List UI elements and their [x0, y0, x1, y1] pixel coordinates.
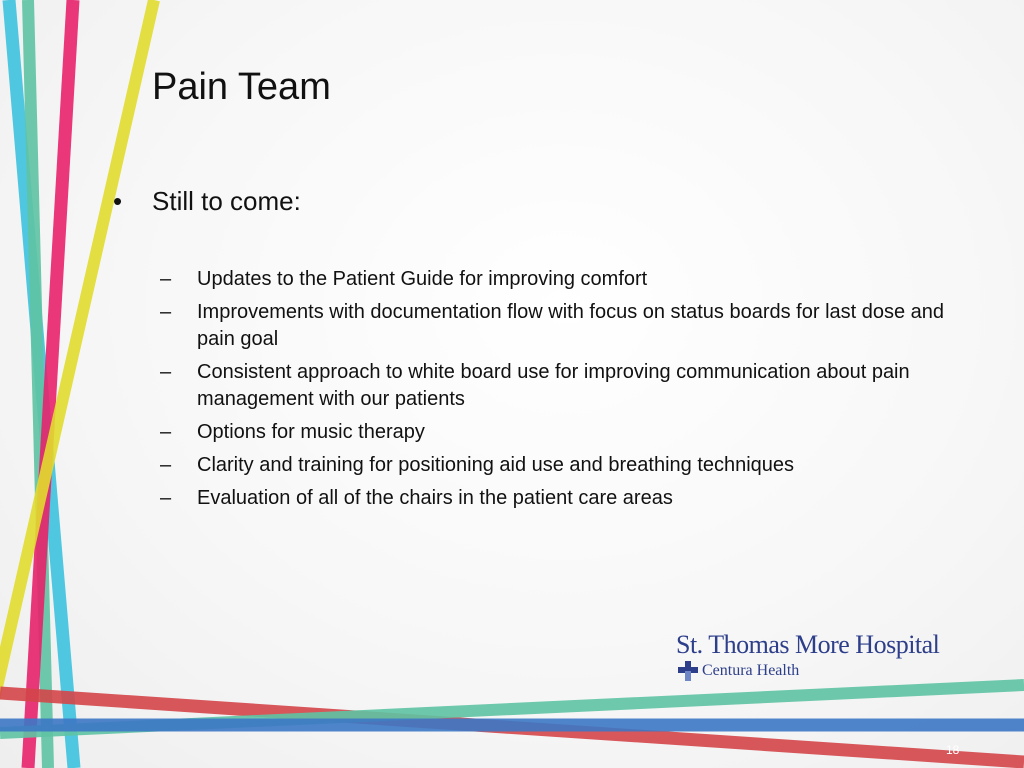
dash-symbol: –	[160, 268, 172, 290]
sub-bullet-text: Improvements with documentation flow with focus on status boards for last dose and pain goal	[197, 301, 945, 350]
sub-bullet-item	[160, 359, 980, 413]
dash-symbol: –	[160, 361, 172, 383]
logo-hospital-name: St. Thomas More Hospital	[676, 630, 940, 659]
bullet-symbol: •	[113, 186, 123, 216]
sub-bullet-text: Updates to the Patient Guide for improving comfort	[197, 268, 648, 290]
sub-bullet-list	[160, 266, 980, 518]
sub-bullet-text: Consistent approach to white board use for improving communication about pain management with our patients	[197, 361, 910, 410]
sub-bullet-text: Evaluation of all of the chairs in the patient care areas	[197, 487, 673, 509]
sub-bullet-item	[160, 419, 980, 446]
sub-bullet-item	[160, 485, 980, 512]
sub-bullet-text: Options for music therapy	[197, 421, 425, 443]
dash-symbol: –	[160, 301, 172, 323]
dash-symbol: –	[160, 487, 172, 509]
sub-bullet-item	[160, 452, 980, 479]
slide-title: Pain Team	[152, 66, 331, 108]
dash-symbol: –	[160, 421, 172, 443]
dash-symbol: –	[160, 454, 172, 476]
cross-icon	[678, 661, 698, 681]
sub-bullet-item	[160, 299, 980, 353]
sub-bullet-text: Clarity and training for positioning aid use and breathing techniques	[197, 454, 795, 476]
sub-bullet-item	[160, 266, 980, 293]
logo-subname: Centura Health	[702, 662, 800, 679]
bullet-text: Still to come:	[152, 186, 301, 216]
hospital-logo	[676, 630, 938, 682]
page-number: 18	[946, 743, 960, 757]
